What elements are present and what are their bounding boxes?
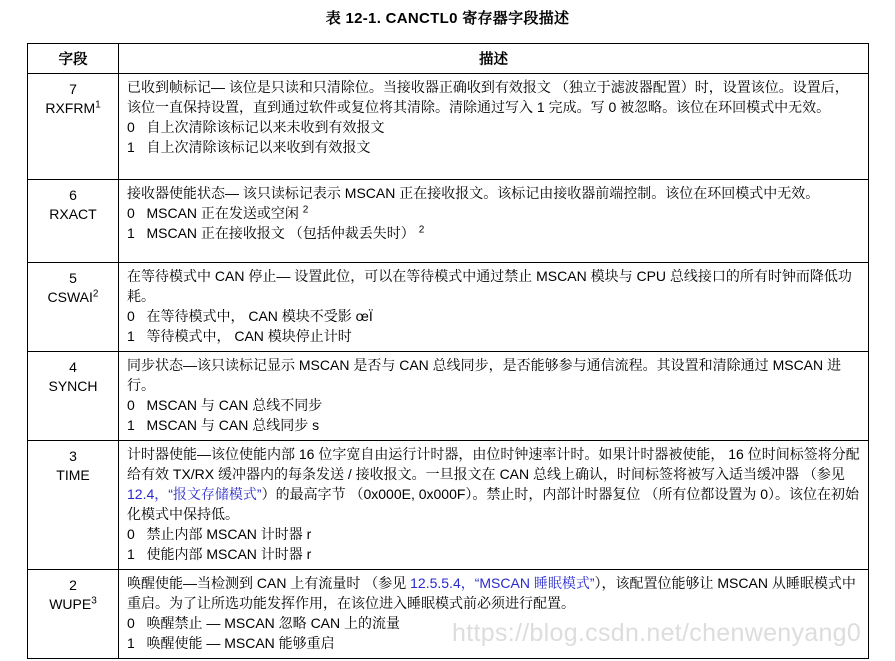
text-segment: 已收到帧标记— 该位是只读和只清除位。当接收器正确收到有效报文 （独立于滤波器配置）时，设置该位。设置后，该位一直保持设置，直到通过软件或复位将其清除。清除通过写入 1 完成。写 0 被忽略。该位在环回模式中无效。	[127, 79, 849, 115]
table-row-time	[28, 441, 869, 570]
column-header-field: 字段	[28, 44, 119, 74]
text-segment: 在等待模式中 CAN 停止— 设置此位，可以在等待模式中通过禁止 MSCAN 模块与 CPU 总线接口的所有时钟而降低功耗。	[127, 268, 852, 304]
text-segment: 2	[302, 204, 309, 216]
section-link[interactable]: 12.4，“报文存储模式”	[127, 486, 262, 502]
header-row	[28, 44, 869, 74]
text-segment: 唤醒使能—当检测到 CAN 上有流量时 （参见	[127, 575, 411, 591]
table-title: 表 12-1. CANCTL0 寄存器字段描述	[325, 10, 570, 27]
text-segment: 0 在等待模式中， CAN 模块不受影 œÏ	[127, 308, 373, 324]
column-header-description: 描述	[119, 44, 869, 74]
description-cell	[119, 180, 869, 263]
field-superscript: 1	[95, 99, 101, 111]
table-row-rxact	[28, 180, 869, 263]
field-name: CSWAI	[47, 289, 93, 305]
table-row-synch	[28, 352, 869, 441]
text-segment: ），该配置位能够让 MSCAN 从睡眠模式中重启。为了让所选功能发挥作用，在该位进入睡眠模式前必须进行配置。	[127, 575, 856, 611]
field-name: RXACT	[49, 206, 97, 222]
field-name: RXFRM	[45, 100, 96, 116]
text-segment: 2	[418, 224, 425, 236]
text-segment: 0 自上次清除该标记以来未收到有效报文	[127, 119, 385, 135]
description-cell	[119, 570, 869, 659]
table-row-rxfrm	[28, 74, 869, 180]
description-cell	[119, 352, 869, 441]
field-bit: 3	[69, 448, 77, 464]
description-cell	[119, 74, 869, 180]
description-cell	[119, 263, 869, 352]
text-segment: 0 MSCAN 正在发送或空闲	[127, 205, 303, 221]
field-cell	[28, 180, 119, 263]
field-name: WUPE	[49, 596, 92, 612]
text-segment: 0 MSCAN 与 CAN 总线不同步	[127, 397, 323, 413]
field-superscript: 2	[92, 288, 99, 300]
text-segment: 1 自上次清除该标记以来收到有效报文	[127, 139, 371, 155]
text-segment: 1 使能内部 MSCAN 计时器 r	[127, 546, 312, 562]
text-segment: 同步状态—该只读标记显示 MSCAN 是否与 CAN 总线同步，是否能够参与通信流程。其设置和清除通过 MSCAN 进行。	[127, 357, 842, 393]
register-field-table	[27, 43, 869, 659]
field-name: SYNCH	[48, 378, 98, 394]
text-segment: 1 唤醒使能 — MSCAN 能够重启	[127, 635, 335, 651]
field-cell	[28, 441, 119, 570]
field-cell	[28, 352, 119, 441]
field-cell	[28, 570, 119, 659]
text-segment: ）的最高字节 （0x000E, 0x000F）。禁止时，内部计时器复位 （所有位都设置为 0）。该位在初始化模式中保持低。	[127, 486, 859, 522]
section-link[interactable]: 12.5.5.4，“MSCAN 睡眠模式”	[410, 575, 595, 591]
field-bit: 6	[69, 187, 77, 203]
table-row-cswai	[28, 263, 869, 352]
text-segment: 接收器使能状态— 该只读标记表示 MSCAN 正在接收报文。该标记由接收器前端控制。该位在环回模式中无效。	[127, 185, 820, 201]
watermark: https://blog.csdn.net/chenwenyang0	[452, 619, 862, 647]
field-cell	[28, 263, 119, 352]
field-cell	[28, 74, 119, 180]
field-name: TIME	[56, 467, 90, 483]
text-segment: 1 等待模式中， CAN 模块停止计时	[127, 328, 352, 344]
text-segment: 1 MSCAN 与 CAN 总线同步 s	[127, 417, 320, 433]
text-segment: 1 MSCAN 正在接收报文 （包括仲裁丢失时）	[127, 225, 419, 241]
text-segment: 0 禁止内部 MSCAN 计时器 r	[127, 526, 312, 542]
field-bit: 7	[69, 81, 77, 97]
field-bit: 5	[69, 270, 77, 286]
field-superscript: 3	[91, 595, 97, 607]
text-segment: 计时器使能—该位使能内部 16 位字宽自由运行计时器，由位时钟速率计时。如果计时器被使能， 16 位时间标签将分配给有效 TX/RX 缓冲器内的每条发送 / 接收报文。一旦报文在 CAN 总线上确认，时间标签将被写入适当缓冲器 （参见	[127, 446, 860, 482]
description-cell	[119, 441, 869, 570]
text-segment: 0 唤醒禁止 — MSCAN 忽略 CAN 上的流量	[127, 615, 401, 631]
field-bit: 2	[69, 577, 77, 593]
field-bit: 4	[69, 359, 77, 375]
table-row-wupe	[28, 570, 869, 659]
